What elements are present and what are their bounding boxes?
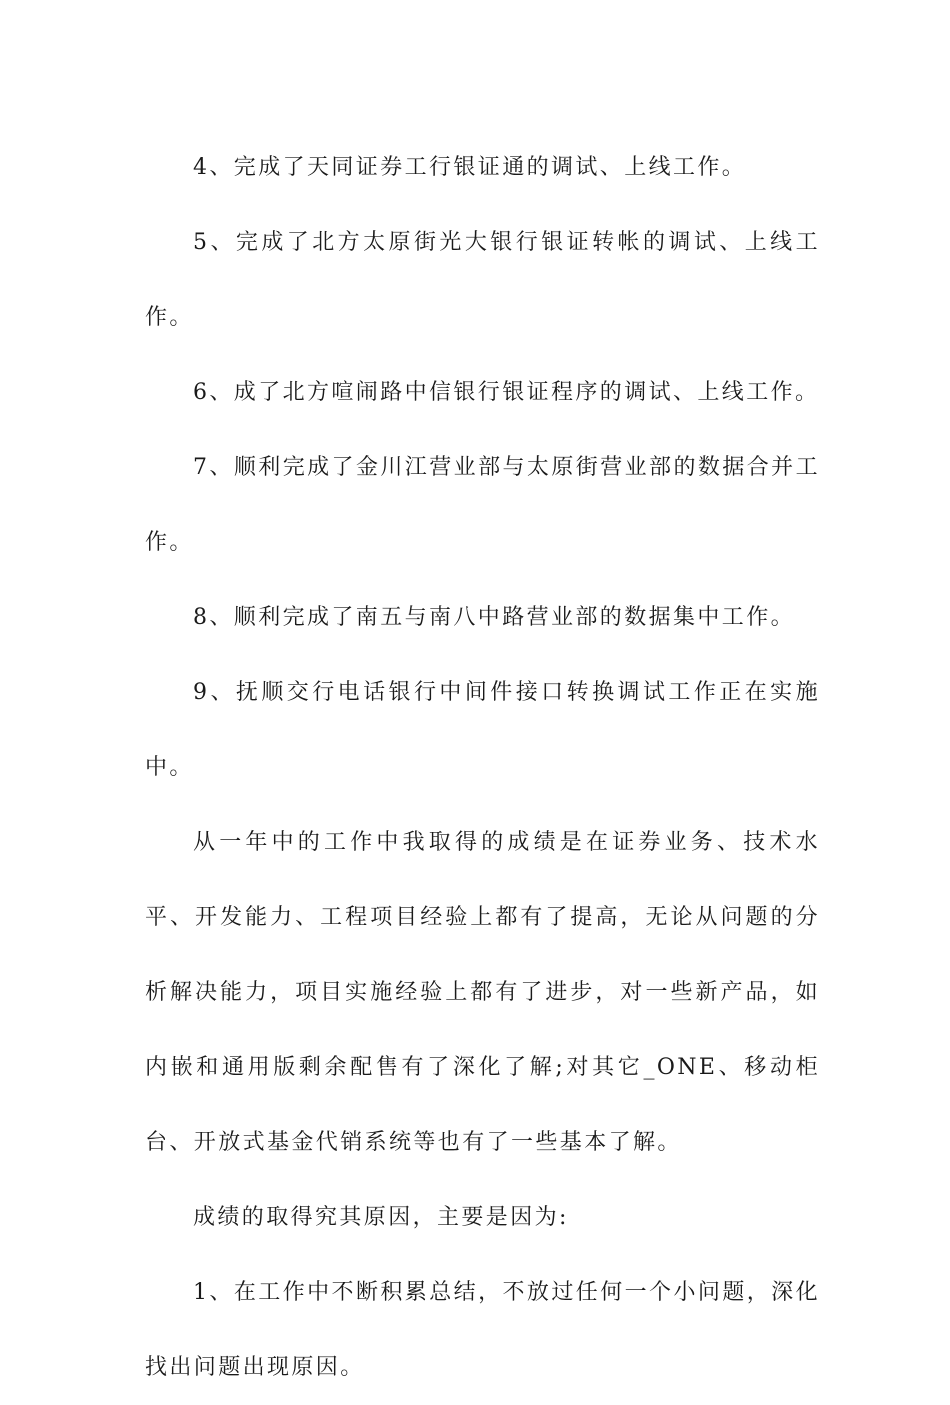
document-body: [145, 130, 820, 1405]
paragraph-achievements: 从一年中的工作中我取得的成绩是在证券业务、技术水平、开发能力、工程项目经验上都有了提高，无论从问题的分析解决能力，项目实施经验上都有了进步，对一些新产品，如内嵌和通用版剩余配售有了深化了解;对其它_ONE、移动柜台、开放式基金代销系统等也有了一些基本了解。: [145, 830, 820, 1155]
paragraph-item-7: 7、顺利完成了金川江营业部与太原街营业部的数据合并工作。: [145, 455, 820, 555]
paragraph-reasons-intro: 成绩的取得究其原因，主要是因为:: [193, 1205, 569, 1230]
paragraph-item-8: 8、顺利完成了南五与南八中路营业部的数据集中工作。: [193, 605, 795, 630]
paragraph-item-5: 5、完成了北方太原街光大银行银证转帐的调试、上线工作。: [145, 230, 820, 330]
paragraph-item-4: 4、完成了天同证券工行银证通的调试、上线工作。: [193, 155, 747, 180]
paragraph-reason-1: 1、在工作中不断积累总结，不放过任何一个小问题，深化找出问题出现原因。: [145, 1280, 820, 1380]
paragraph-item-6: 6、成了北方喧闹路中信银行银证程序的调试、上线工作。: [193, 380, 820, 405]
paragraph-item-9: 9、抚顺交行电话银行中间件接口转换调试工作正在实施中。: [145, 680, 820, 780]
